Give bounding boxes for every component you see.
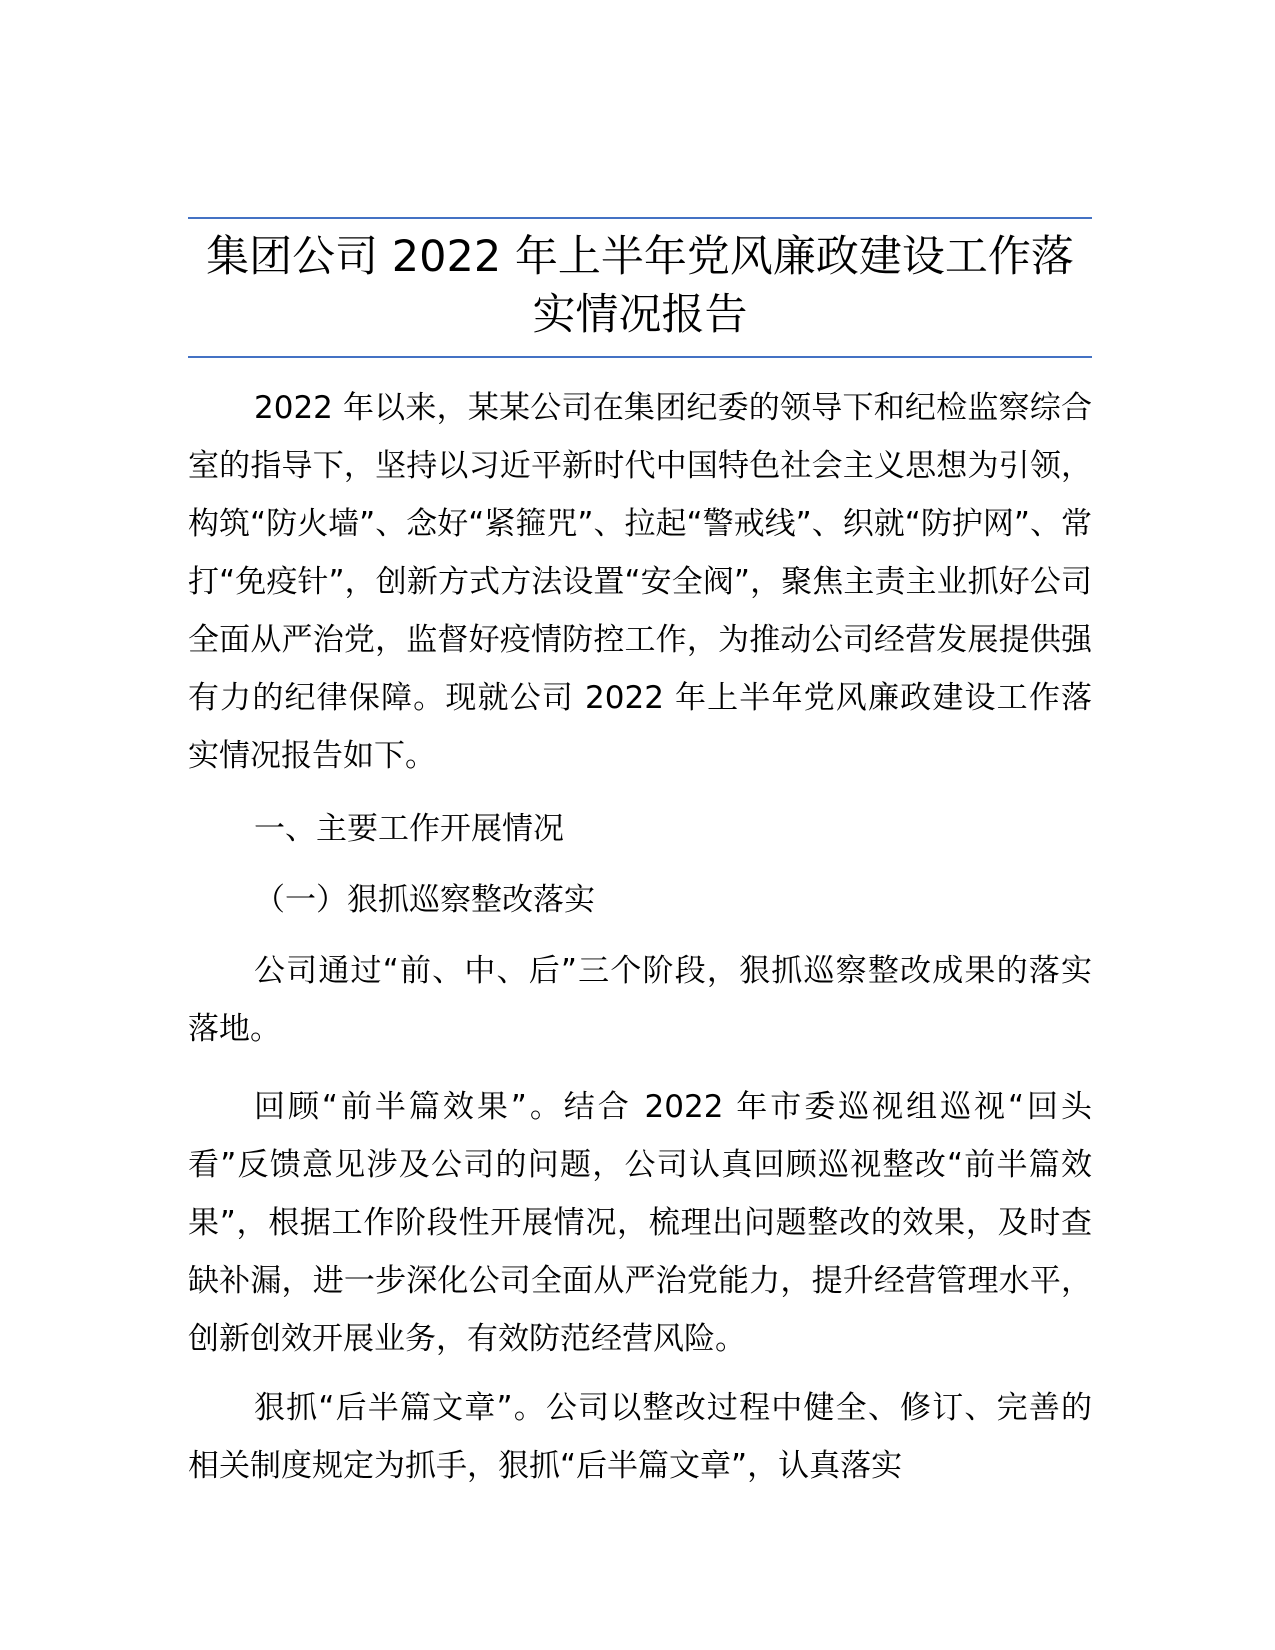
- latter-paragraph: 狠抓“后半篇文章”。公司以整改过程中健全、修订、完善的相关制度规定为抓手，狠抓“后半篇文章”，认真落实: [188, 1390, 1092, 1484]
- stages-paragraph: 公司通过“前、中、后”三个阶段，狠抓巡察整改成果的落实落地。: [188, 953, 1092, 1047]
- document-title: 集团公司 2022 年上半年党风廉政建设工作落实情况报告: [206, 232, 1074, 340]
- section-heading: 一、主要工作开展情况: [254, 811, 564, 847]
- subsection-heading: （一）狠抓巡察整改落实: [254, 882, 595, 918]
- review-paragraph: 回顾“前半篇效果”。结合 2022 年市委巡视组巡视“回头看”反馈意见涉及公司的问题，公司认真回顾巡视整改“前半篇效果”，根据工作阶段性开展情况，梳理出问题整改的效果，及时查缺补漏，进一步深化公司全面从严治党能力，提升经营管理水平，创新创效开展业务，有效防范经营风险。: [188, 1089, 1092, 1357]
- title-bottom-rule: [188, 356, 1092, 358]
- intro-paragraph: 2022 年以来，某某公司在集团纪委的领导下和纪检监察综合室的指导下，坚持以习近平新时代中国特色社会主义思想为引领，构筑“防火墙”、念好“紧箍咒”、拉起“警戒线”、织就“防护网”、常打“免疫针”，创新方式方法设置“安全阀”，聚焦主责主业抓好公司全面从严治党，监督好疫情防控工作，为推动公司经营发展提供强有力的纪律保障。现就公司 2022 年上半年党风廉政建设工作落实情况报告如下。: [188, 390, 1092, 774]
- title-top-rule: [188, 217, 1092, 219]
